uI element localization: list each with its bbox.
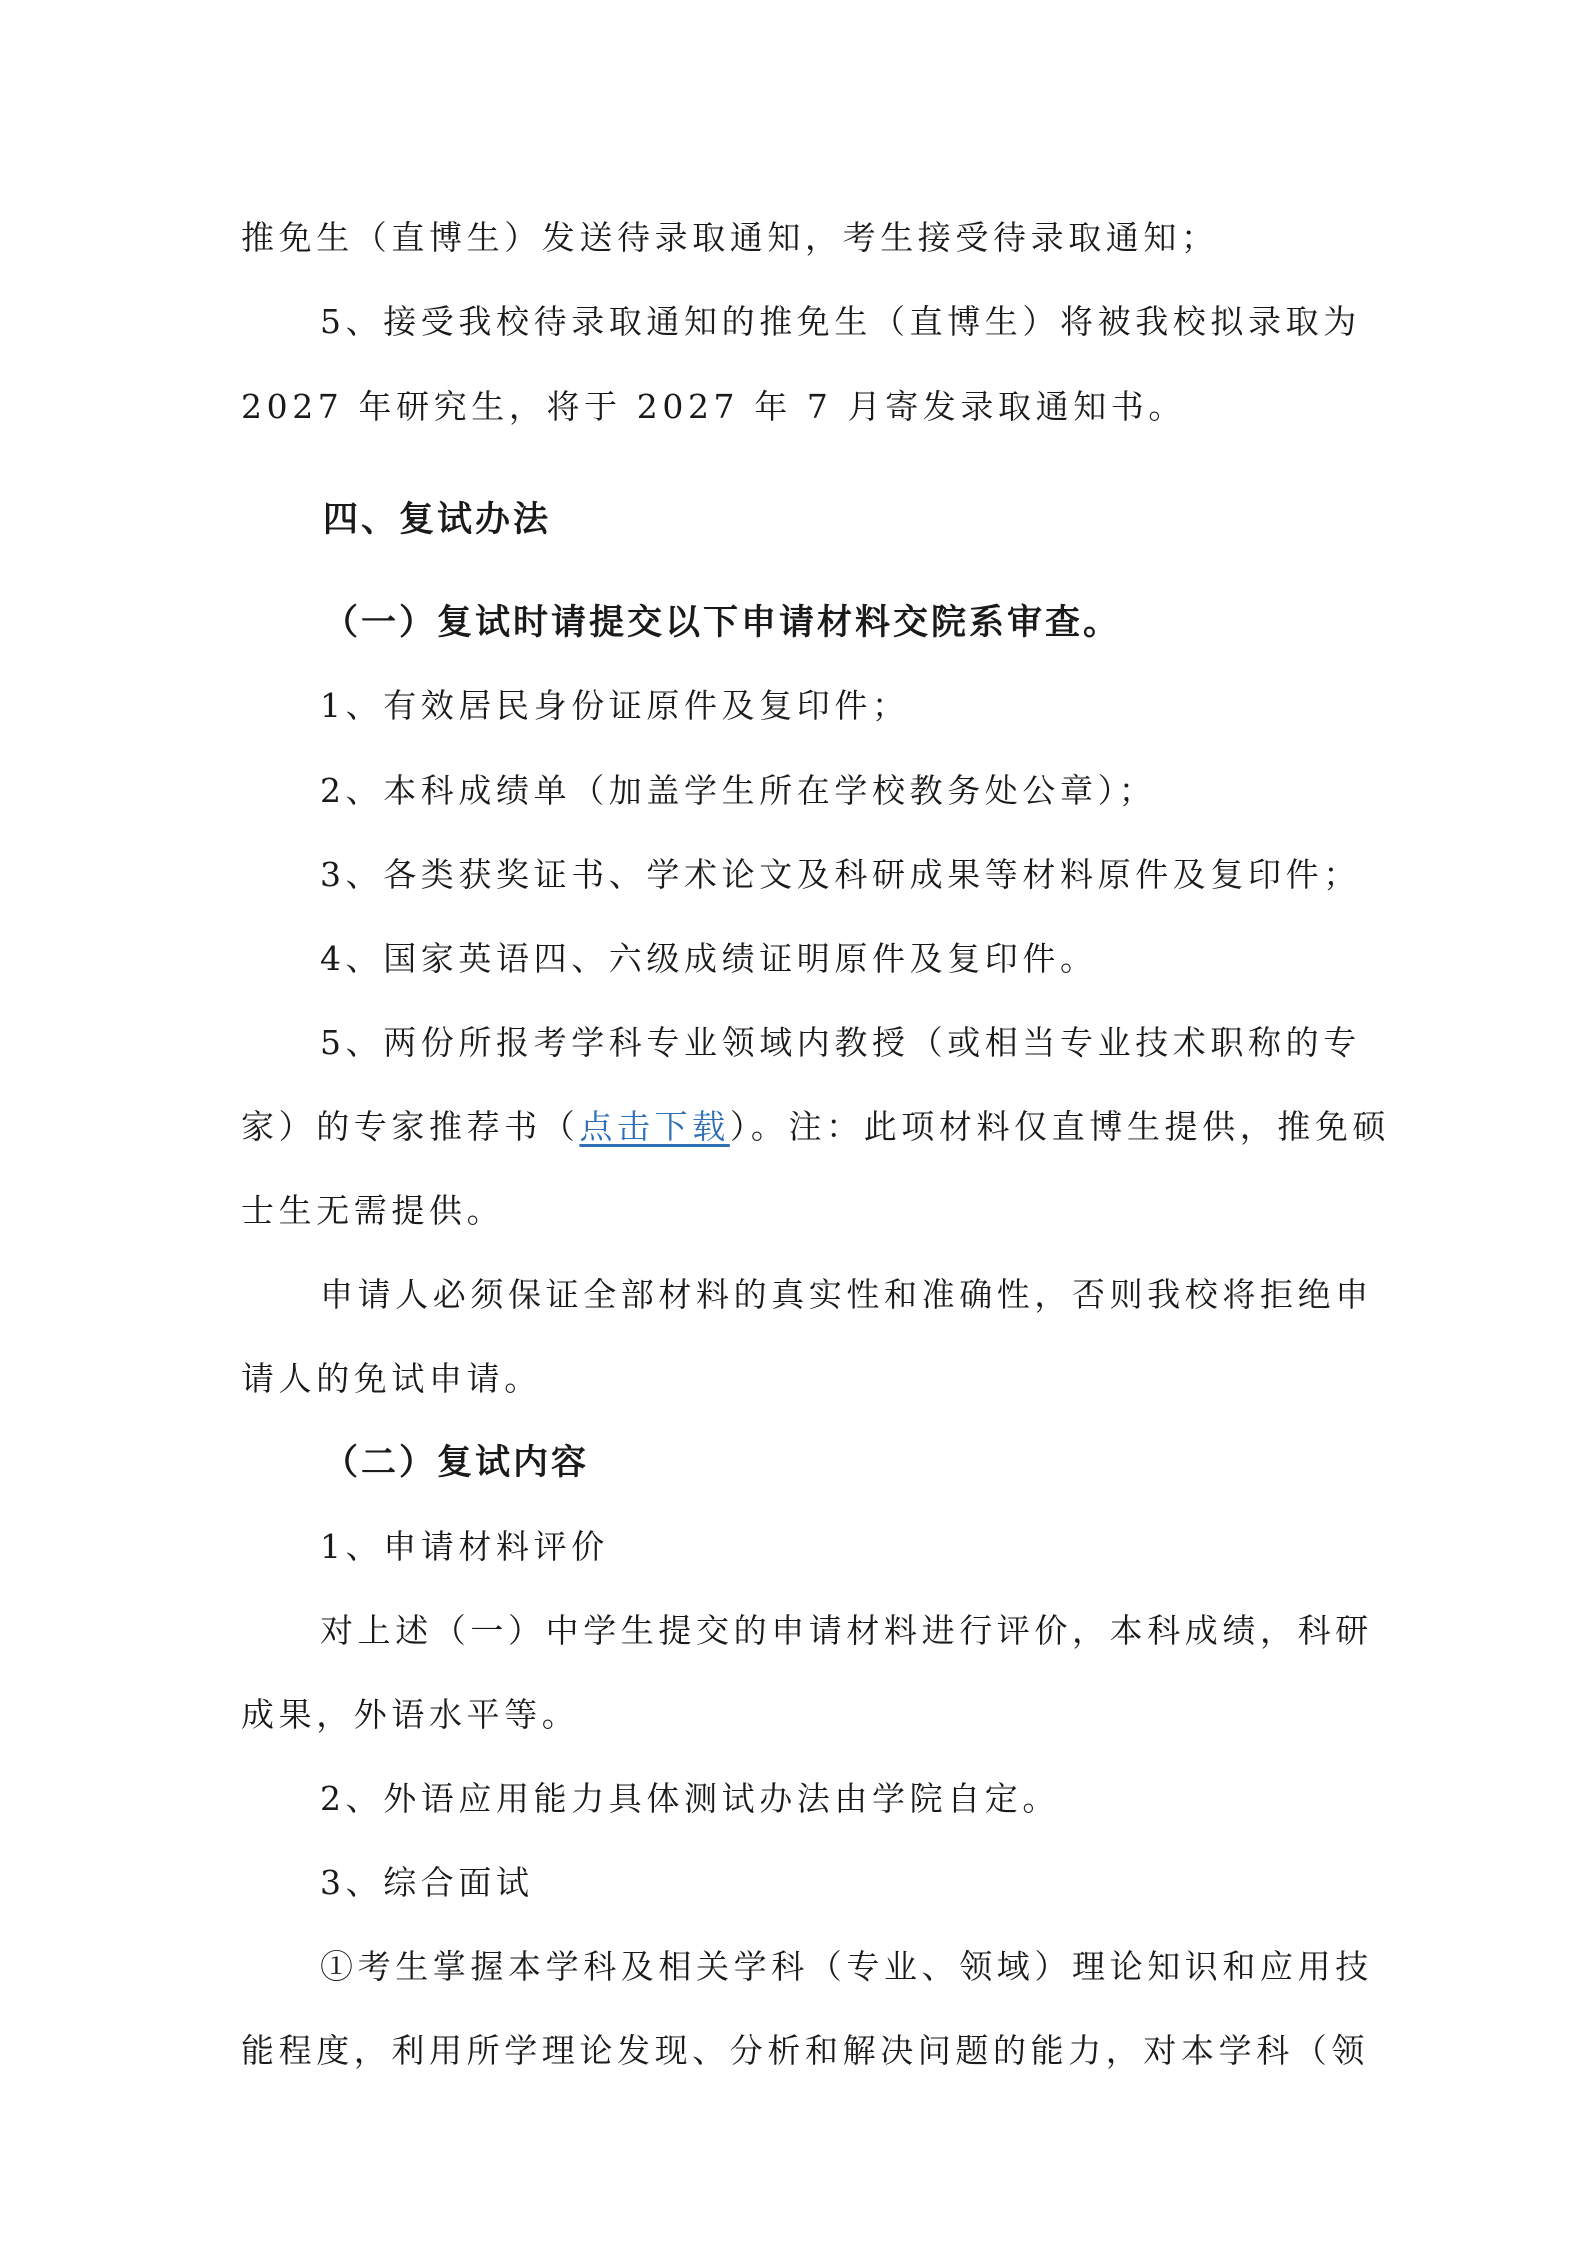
subsection-heading: （二）复试内容 bbox=[323, 1443, 590, 1483]
list-item: 4、国家英语四、六级成绩证明原件及复印件。 bbox=[320, 939, 1098, 978]
paragraph-line: 5、接受我校待录取通知的推免生（直博生）将被我校拟录取为 bbox=[320, 302, 1361, 341]
list-item-text: 家）的专家推荐书（ bbox=[241, 1107, 580, 1146]
note-line: 申请人必须保证全部材料的真实性和准确性，否则我校将拒绝申 bbox=[320, 1275, 1373, 1314]
list-item-text: ）。注：此项材料仅直博生提供，推免硕 bbox=[729, 1107, 1391, 1146]
list-item: 1、申请材料评价 bbox=[320, 1527, 609, 1566]
subsection-heading: （一）复试时请提交以下申请材料交院系审查。 bbox=[323, 603, 1122, 643]
list-item: 1、有效居民身份证原件及复印件； bbox=[320, 686, 910, 725]
list-item: 2、本科成绩单（加盖学生所在学校教务处公章）； bbox=[320, 771, 1157, 810]
list-item: 3、各类获奖证书、学术论文及科研成果等材料原件及复印件； bbox=[320, 855, 1361, 894]
paragraph-line: 成果，外语水平等。 bbox=[241, 1695, 580, 1734]
paragraph-line: 能程度，利用所学理论发现、分析和解决问题的能力，对本学科（领 bbox=[241, 2031, 1369, 2070]
download-link[interactable]: 点击下载 bbox=[579, 1107, 730, 1146]
list-item: 5、两份所报考学科专业领域内教授（或相当专业技术职称的专 bbox=[320, 1023, 1361, 1062]
list-item-continued: 士生无需提供。 bbox=[241, 1191, 505, 1230]
section-heading: 四、复试办法 bbox=[323, 500, 552, 540]
list-item: 3、综合面试 bbox=[320, 1863, 534, 1902]
list-item-continued bbox=[241, 1097, 1391, 1157]
paragraph-line: ①考生掌握本学科及相关学科（专业、领域）理论知识和应用技 bbox=[320, 1947, 1373, 1986]
note-line: 请人的免试申请。 bbox=[241, 1359, 542, 1398]
paragraph-line: 2027 年研究生，将于 2027 年 7 月寄发录取通知书。 bbox=[241, 387, 1187, 426]
paragraph-line: 对上述（一）中学生提交的申请材料进行评价，本科成绩，科研 bbox=[320, 1611, 1373, 1650]
list-item: 2、外语应用能力具体测试办法由学院自定。 bbox=[320, 1779, 1060, 1818]
paragraph-line: 推免生（直博生）发送待录取通知，考生接受待录取通知； bbox=[241, 218, 1219, 257]
